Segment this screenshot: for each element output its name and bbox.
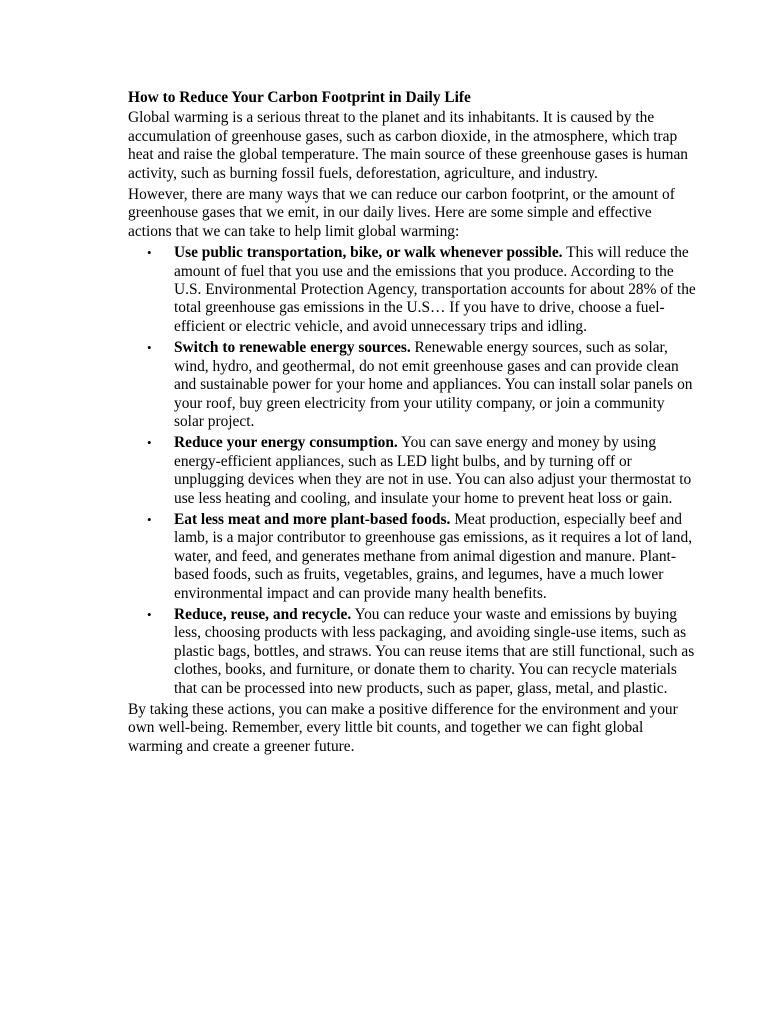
bullet-icon: • [147,340,152,356]
list-item-text: Meat production, especially beef and lamb, is a major contributor to greenhouse gas emissions, as it requires a lot of land, water, and feed, and generates methane from animal digestion and manure. Plant-based foods, such as fruits, vegetables, grains, and legumes, have a much lower environmental impact and can provide many health benefits. [174,510,693,602]
bullet-icon: • [147,606,152,622]
intro-paragraph-1: Global warming is a serious threat to the planet and its inhabitants. It is caused by the accumulation of greenhouse gases, such as carbon dioxide, in the atmosphere, which trap heat and raise the global temperature. The main source of these greenhouse gases is human activity, such as burning fossil fuels, deforestation, agriculture, and industry. [128,109,688,182]
list-item [128,606,696,698]
list-item [128,244,696,336]
bullet-icon: • [147,435,152,451]
list-item-lead: Eat less meat and more plant-based foods. [174,510,451,528]
bullet-icon: • [147,511,152,527]
list-item-text: Renewable energy sources, such as solar, wind, hydro, and geothermal, do not emit greenhouse gases and can provide clean and sustainable power for your home and appliances. You can install solar panels on your roof, buy green electricity from your utility company, or join a community solar project. [174,339,693,430]
list-item-lead: Reduce, reuse, and recycle. [174,605,352,623]
list-item [128,339,696,431]
bullet-icon: • [147,245,152,261]
intro-paragraph-2: However, there are many ways that we can reduce our carbon footprint, or the amount of greenhouse gases that we emit, in our daily lives. Here are some simple and effective actions that we can take to help limit global warming: [128,186,675,240]
list-item-text: You can reduce your waste and emissions by buying less, choosing products with less packaging, and avoiding single-use items, such as plastic bags, bottles, and straws. You can reuse items that are still functional, such as clothes, books, and furniture, or donate them to charity. You can recycle materials that can be processed into new products, such as paper, glass, metal, and plastic. [174,605,695,697]
actions-list [128,244,696,698]
list-item-text: You can save energy and money by using energy-efficient appliances, such as LED light bulbs, and by turning off or unplugging devices when they are not in use. You can also adjust your thermostat to use less heating and cooling, and insulate your home to prevent heat loss or gain. [174,434,692,507]
list-item-lead: Switch to renewable energy sources. [174,339,411,357]
document-page [128,89,696,759]
list-item-lead: Reduce your energy consumption. [174,434,398,452]
list-item [128,511,696,603]
document-title: How to Reduce Your Carbon Footprint in Daily Life [128,89,471,106]
list-item-lead: Use public transportation, bike, or walk whenever possible. [174,244,563,262]
list-item-text: This will reduce the amount of fuel that you use and the emissions that you produce. According to the U.S. Environmental Protection Agency, transportation accounts for about 28% of the total greenhouse gas emissions in the U.S… If you have to drive, choose a fuel-efficient or electric vehicle, and avoid unnecessary trips and idling. [174,244,696,335]
conclusion-paragraph: By taking these actions, you can make a positive difference for the environment and your own well-being. Remember, every little bit counts, and together we can fight global warming and create a greener future. [128,701,678,755]
list-item [128,434,696,508]
